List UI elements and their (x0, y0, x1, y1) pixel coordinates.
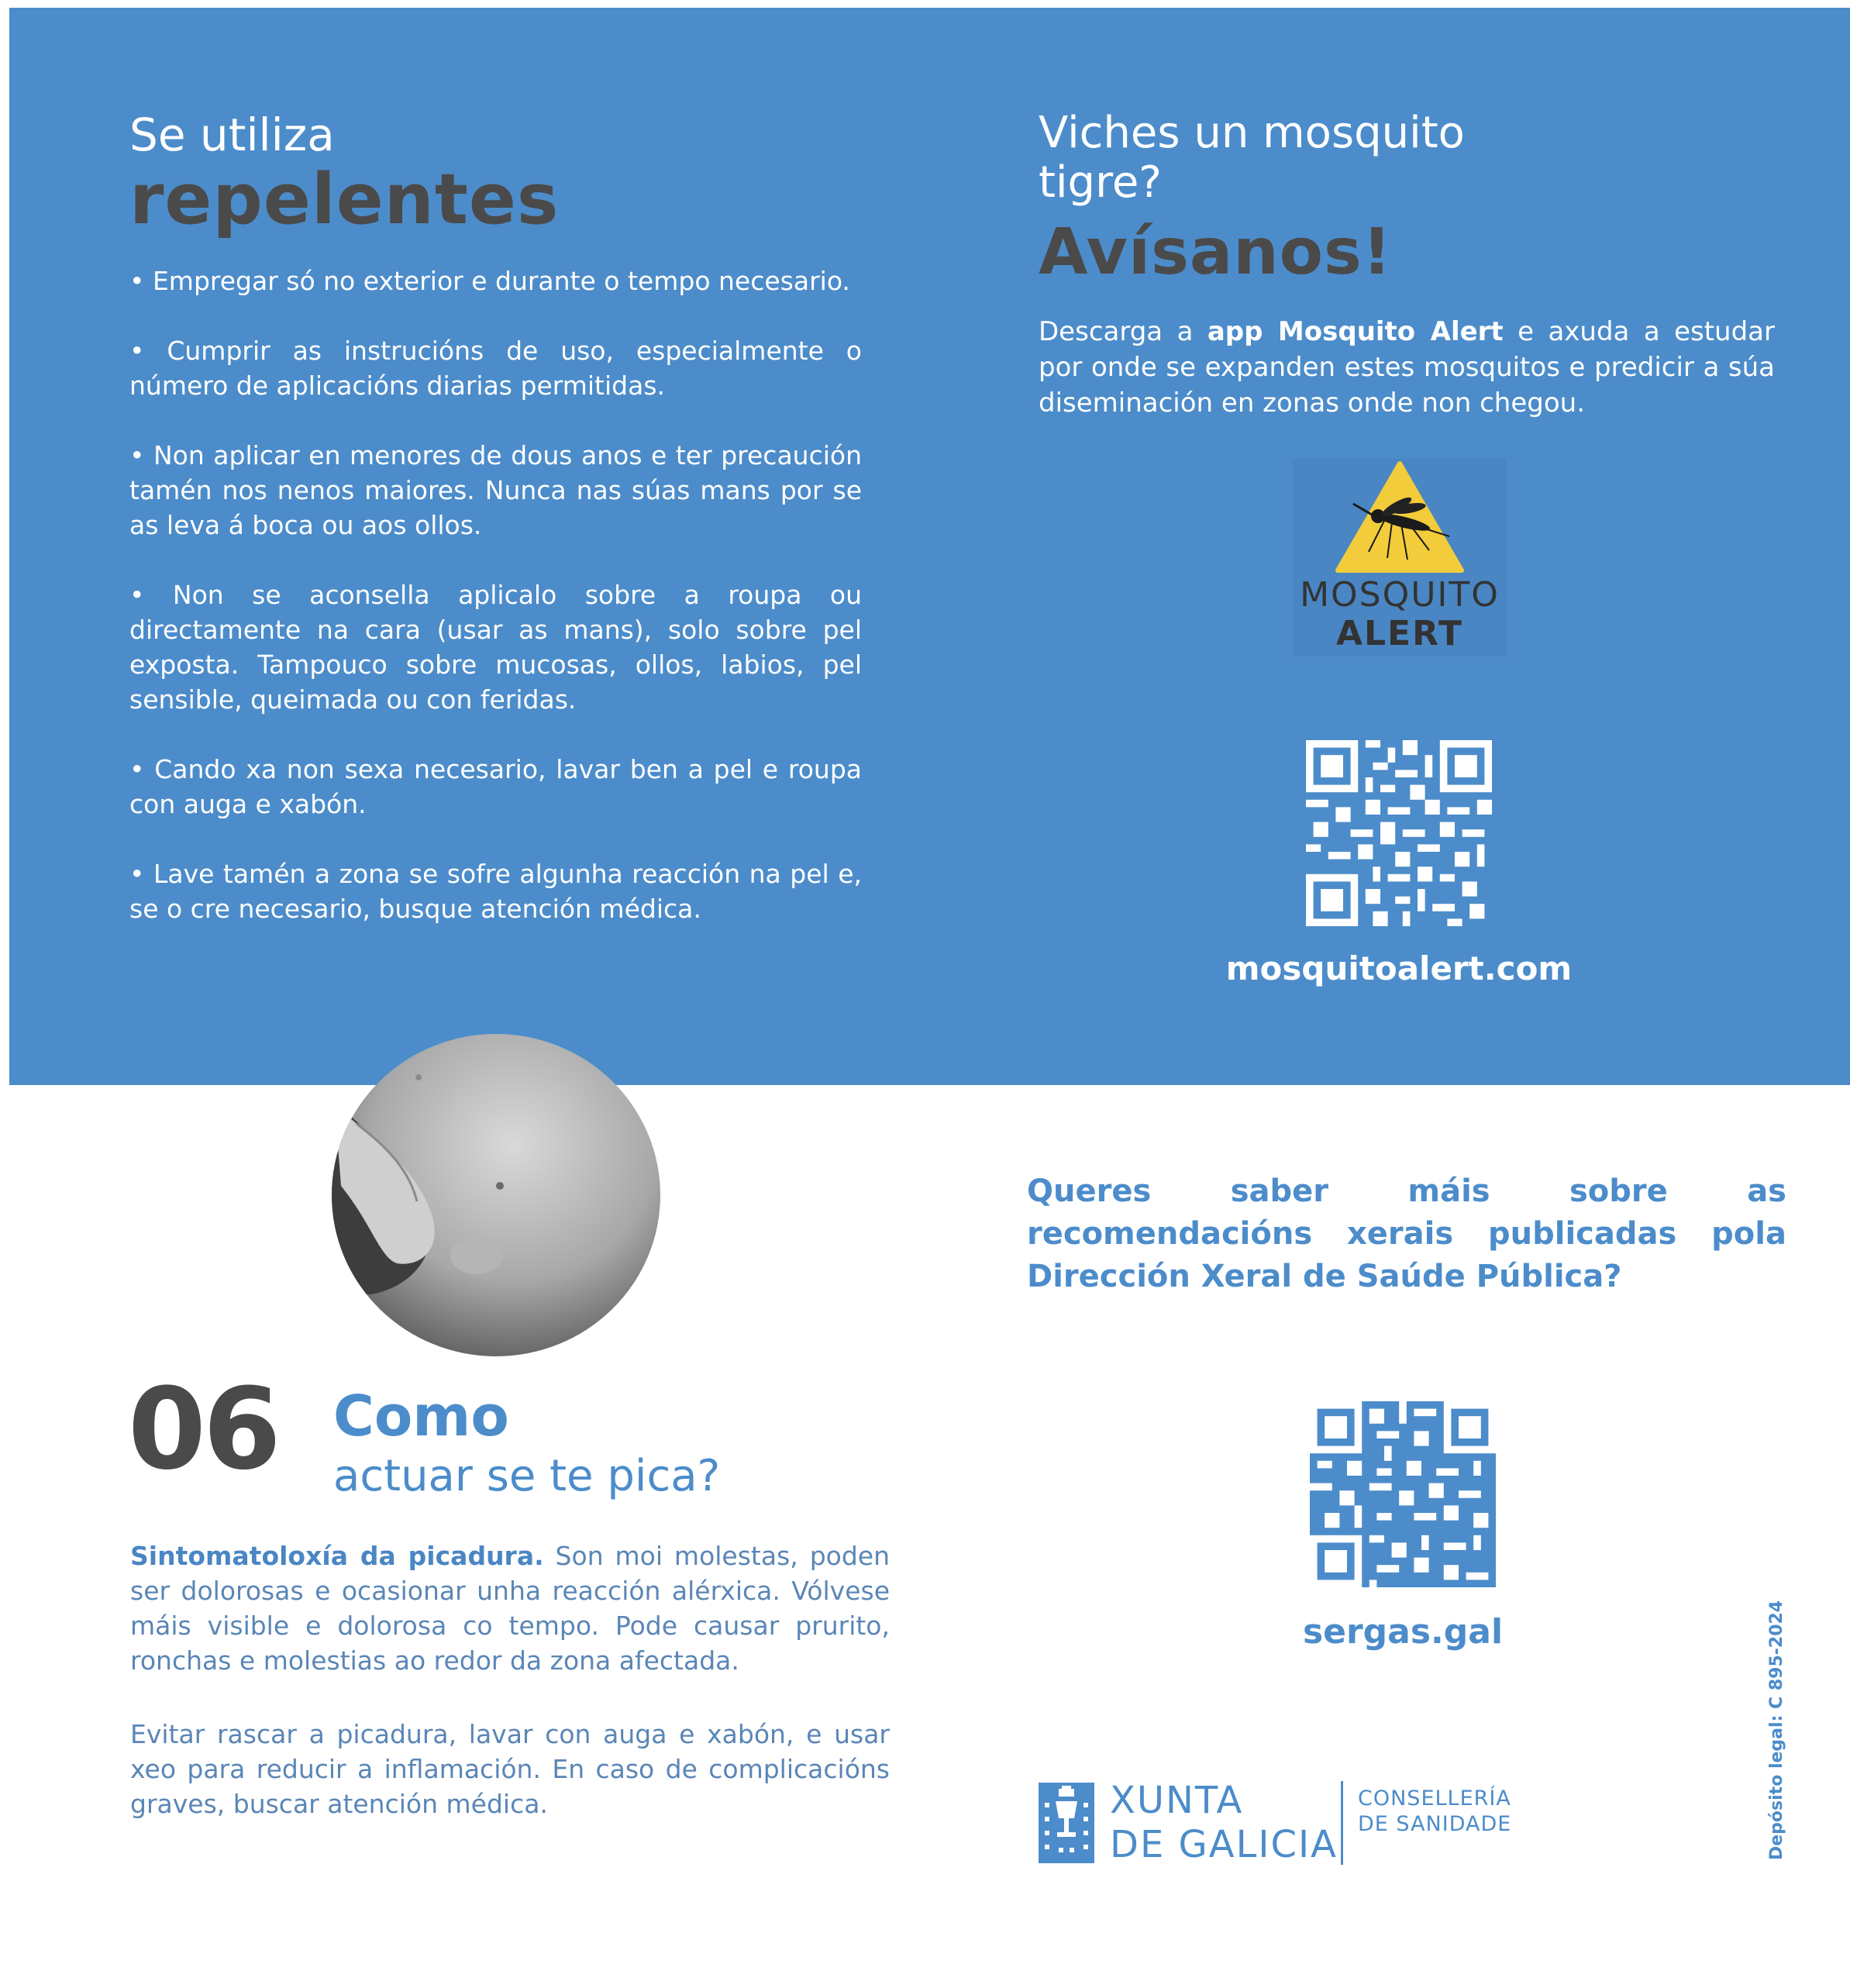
app-name: app Mosquito Alert (1207, 316, 1504, 347)
section-title-light: actuar se te pica? (333, 1451, 721, 1501)
section-number: 06 (128, 1364, 278, 1495)
symptoms-paragraph (130, 1538, 890, 1678)
app-description (1039, 314, 1775, 421)
app-description-suffix: e axuda a estudar por onde se expanden estes mosquitos e predicir a súa diseminación en zonas onde non chegou. (1039, 316, 1775, 419)
logo-text-alert: ALERT (1335, 614, 1464, 653)
repellents-title-light: Se utiliza (129, 109, 335, 161)
list-item: • Empregar só no exterior e durante o tempo necesario. (129, 266, 850, 296)
report-call-to-action: Avísanos! (1039, 215, 1393, 289)
conselleria-line1: CONSELLERÍA (1358, 1786, 1511, 1811)
mosquito-alert-qr-code[interactable] (1306, 740, 1492, 926)
logo-divider (1341, 1781, 1343, 1865)
advice-paragraph: Evitar rascar a picadura, lavar con auga e xabón, e usar xeo para reducir a inflamación. En caso de complicacións graves, buscar atención médica. (130, 1719, 890, 1819)
list-item: • Non aplicar en menores de dous anos e ter precaución tamén nos nenos maiores. Nunca nas súas mans por se as leva á boca ou aos ollos. (129, 440, 862, 540)
legal-deposit-text: Depósito legal: C 895-2024 (1767, 1600, 1786, 1860)
xunta-name-line1: XUNTA (1110, 1779, 1244, 1822)
skin-bite-photo (326, 1031, 667, 1356)
mosquito-warning-icon (1333, 459, 1466, 575)
repellents-title-bold: repelentes (129, 159, 560, 240)
sergas-url[interactable]: sergas.gal (1302, 1612, 1504, 1652)
list-item: • Cumprir as instrucións de uso, especialmente o número de aplicacións diarias permitidas. (129, 336, 862, 401)
section-title-bold: Como (333, 1383, 509, 1449)
xunta-emblem-icon (1039, 1783, 1094, 1863)
symptoms-text: Son moi molestas, poden ser dolorosas e ocasionar unha reacción alérxica. Vólvese máis visible e dolorosa co tempo. Pode causar prurito, ronchas e molestias ao redor da zona afectada. (130, 1541, 890, 1676)
list-item: • Cando xa non sexa necesario, lavar ben a pel e roupa con auga e xabón. (129, 754, 862, 819)
app-description-prefix: Descarga a (1039, 316, 1207, 347)
tiger-mosquito-question: Viches un mosquito tigre? (1039, 108, 1465, 208)
list-item: • Non se aconsella aplicalo sobre a roupa ou directamente na cara (usar as mans), solo sobre pel exposta. Tampouco sobre mucosas, ollos, labios, pel sensible, queimada ou con feridas. (129, 580, 862, 715)
conselleria-line2: DE SANIDADE (1358, 1812, 1512, 1836)
mosquito-alert-logo (1293, 459, 1507, 656)
sergas-qr-code[interactable] (1310, 1401, 1496, 1587)
mosquito-alert-url[interactable]: mosquitoalert.com (1225, 949, 1573, 987)
logo-text-mosquito: MOSQUITO (1300, 575, 1500, 615)
symptoms-label: Sintomatoloxía da picadura. (130, 1541, 544, 1571)
more-info-question: Queres saber máis sobre as recomendacións xerais publicadas pola Dirección Xeral de Saúde Pública? (1027, 1173, 1786, 1294)
xunta-name-line2: DE GALICIA (1110, 1823, 1338, 1866)
repellent-advice-list (129, 264, 862, 961)
list-item: • Lave tamén a zona se sofre algunha reacción na pel e, se o cre necesario, busque atención médica. (129, 859, 862, 924)
